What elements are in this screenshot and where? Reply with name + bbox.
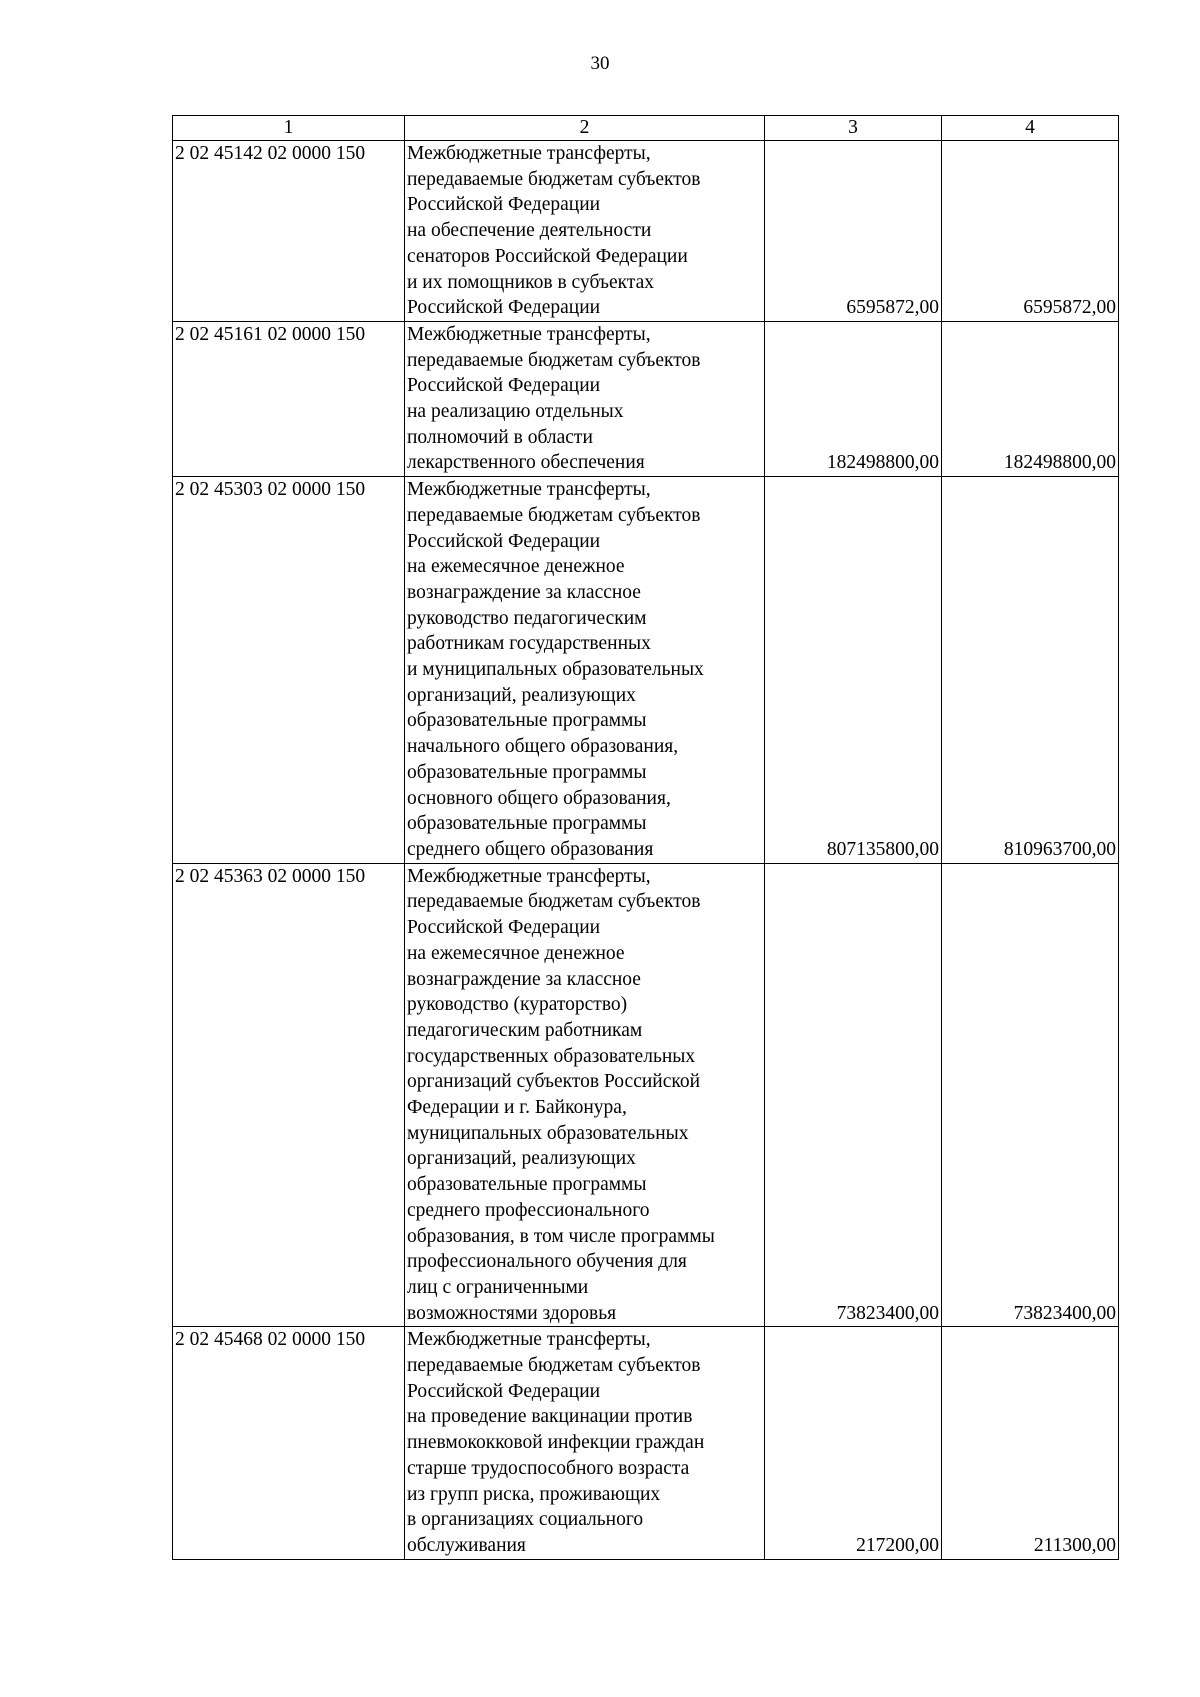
- description-line: пневмококковой инфекции граждан: [407, 1432, 705, 1454]
- amount-cell-col3: 182498800,00: [765, 321, 942, 476]
- amount-cell-col4: 810963700,00: [942, 477, 1119, 864]
- description-line: муниципальных образовательных: [407, 1122, 689, 1144]
- description-line: Российской Федерации: [407, 297, 601, 319]
- description-cell: [405, 863, 765, 1327]
- description-line: лиц с ограниченными: [407, 1276, 589, 1298]
- description-line: Межбюджетные трансферты,: [407, 865, 651, 887]
- page-number: 30: [590, 53, 610, 74]
- description-line: среднего профессионального: [407, 1199, 650, 1221]
- description-line: в организациях социального: [407, 1509, 644, 1531]
- table-header-row: [173, 116, 1119, 141]
- description-line: передаваемые бюджетам субъектов: [407, 504, 701, 526]
- amount-cell-col4: 182498800,00: [942, 321, 1119, 476]
- description-line: Межбюджетные трансферты,: [407, 1329, 651, 1351]
- description-line: работникам государственных: [407, 633, 651, 655]
- column-header-3: 3: [765, 116, 942, 141]
- budget-code-cell: 2 02 45468 02 0000 150: [173, 1327, 405, 1559]
- description-line: на проведение вакцинации против: [407, 1406, 693, 1428]
- description-line: Российской Федерации: [407, 375, 601, 397]
- description-cell: [405, 321, 765, 476]
- table-row: [173, 477, 1119, 864]
- description-line: и их помощников в субъектах: [407, 271, 655, 293]
- budget-code-cell: 2 02 45363 02 0000 150: [173, 863, 405, 1327]
- description-line: основного общего образования,: [407, 787, 671, 809]
- description-line: Межбюджетные трансферты,: [407, 143, 651, 164]
- description-line: организаций, реализующих: [407, 684, 636, 706]
- table-row: [173, 863, 1119, 1327]
- table-row: [173, 321, 1119, 476]
- description-cell: [405, 1327, 765, 1559]
- description-line: организаций, реализующих: [407, 1148, 636, 1170]
- description-line: Межбюджетные трансферты,: [407, 323, 651, 345]
- amount-cell-col3: 6595872,00: [765, 141, 942, 322]
- description-line: из групп риска, проживающих: [407, 1483, 661, 1505]
- description-line: полномочий в области: [407, 426, 593, 448]
- description-line: сенаторов Российской Федерации: [407, 245, 688, 267]
- description-line: передаваемые бюджетам субъектов: [407, 349, 701, 371]
- amount-cell-col3: 217200,00: [765, 1327, 942, 1559]
- budget-table: [172, 115, 1119, 1560]
- description-line: на ежемесячное денежное: [407, 556, 625, 578]
- amount-cell-col3: 807135800,00: [765, 477, 942, 864]
- description-line: передаваемые бюджетам субъектов: [407, 1355, 701, 1377]
- description-line: Российской Федерации: [407, 1380, 601, 1402]
- description-line: начального общего образования,: [407, 736, 679, 758]
- amount-cell-col3: 73823400,00: [765, 863, 942, 1327]
- description-line: старше трудоспособного возраста: [407, 1457, 690, 1479]
- description-line: передаваемые бюджетам субъектов: [407, 168, 701, 190]
- description-line: образования, в том числе программы: [407, 1225, 715, 1247]
- amount-cell-col4: 73823400,00: [942, 863, 1119, 1327]
- description-line: педагогическим работникам: [407, 1019, 643, 1041]
- column-header-1: 1: [173, 116, 405, 141]
- description-line: Федерации и г. Байконура,: [407, 1097, 627, 1119]
- description-line: Российской Федерации: [407, 917, 601, 939]
- description-cell: [405, 141, 765, 322]
- description-line: организаций субъектов Российской: [407, 1071, 701, 1093]
- description-line: образовательные программы: [407, 1174, 647, 1196]
- description-line: на обеспечение деятельности: [407, 220, 652, 242]
- description-line: Российской Федерации: [407, 194, 601, 216]
- description-line: образовательные программы: [407, 813, 647, 835]
- description-line: на реализацию отдельных: [407, 401, 624, 423]
- description-line: вознаграждение за классное: [407, 968, 641, 990]
- amount-cell-col4: 6595872,00: [942, 141, 1119, 322]
- budget-code-cell: 2 02 45142 02 0000 150: [173, 141, 405, 322]
- description-line: образовательные программы: [407, 761, 647, 783]
- description-line: среднего общего образования: [407, 838, 654, 860]
- description-line: профессионального обучения для: [407, 1251, 687, 1273]
- column-header-2: 2: [405, 116, 765, 141]
- amount-cell-col4: 211300,00: [942, 1327, 1119, 1559]
- budget-code-cell: 2 02 45303 02 0000 150: [173, 477, 405, 864]
- description-line: возможностями здоровья: [407, 1302, 617, 1324]
- description-line: руководство (кураторство): [407, 994, 628, 1016]
- description-line: вознаграждение за классное: [407, 581, 641, 603]
- description-line: Российской Федерации: [407, 530, 601, 552]
- description-line: лекарственного обеспечения: [407, 452, 645, 474]
- table-row: [173, 141, 1119, 322]
- description-line: на ежемесячное денежное: [407, 942, 625, 964]
- description-line: передаваемые бюджетам субъектов: [407, 891, 701, 913]
- budget-code-cell: 2 02 45161 02 0000 150: [173, 321, 405, 476]
- description-line: образовательные программы: [407, 710, 647, 732]
- column-header-4: 4: [942, 116, 1119, 141]
- description-line: Межбюджетные трансферты,: [407, 479, 651, 501]
- description-line: обслуживания: [407, 1534, 526, 1556]
- description-cell: [405, 477, 765, 864]
- description-line: и муниципальных образовательных: [407, 659, 704, 681]
- table-row: [173, 1327, 1119, 1559]
- description-line: государственных образовательных: [407, 1045, 696, 1067]
- description-line: руководство педагогическим: [407, 607, 647, 629]
- table-body: [173, 141, 1119, 1560]
